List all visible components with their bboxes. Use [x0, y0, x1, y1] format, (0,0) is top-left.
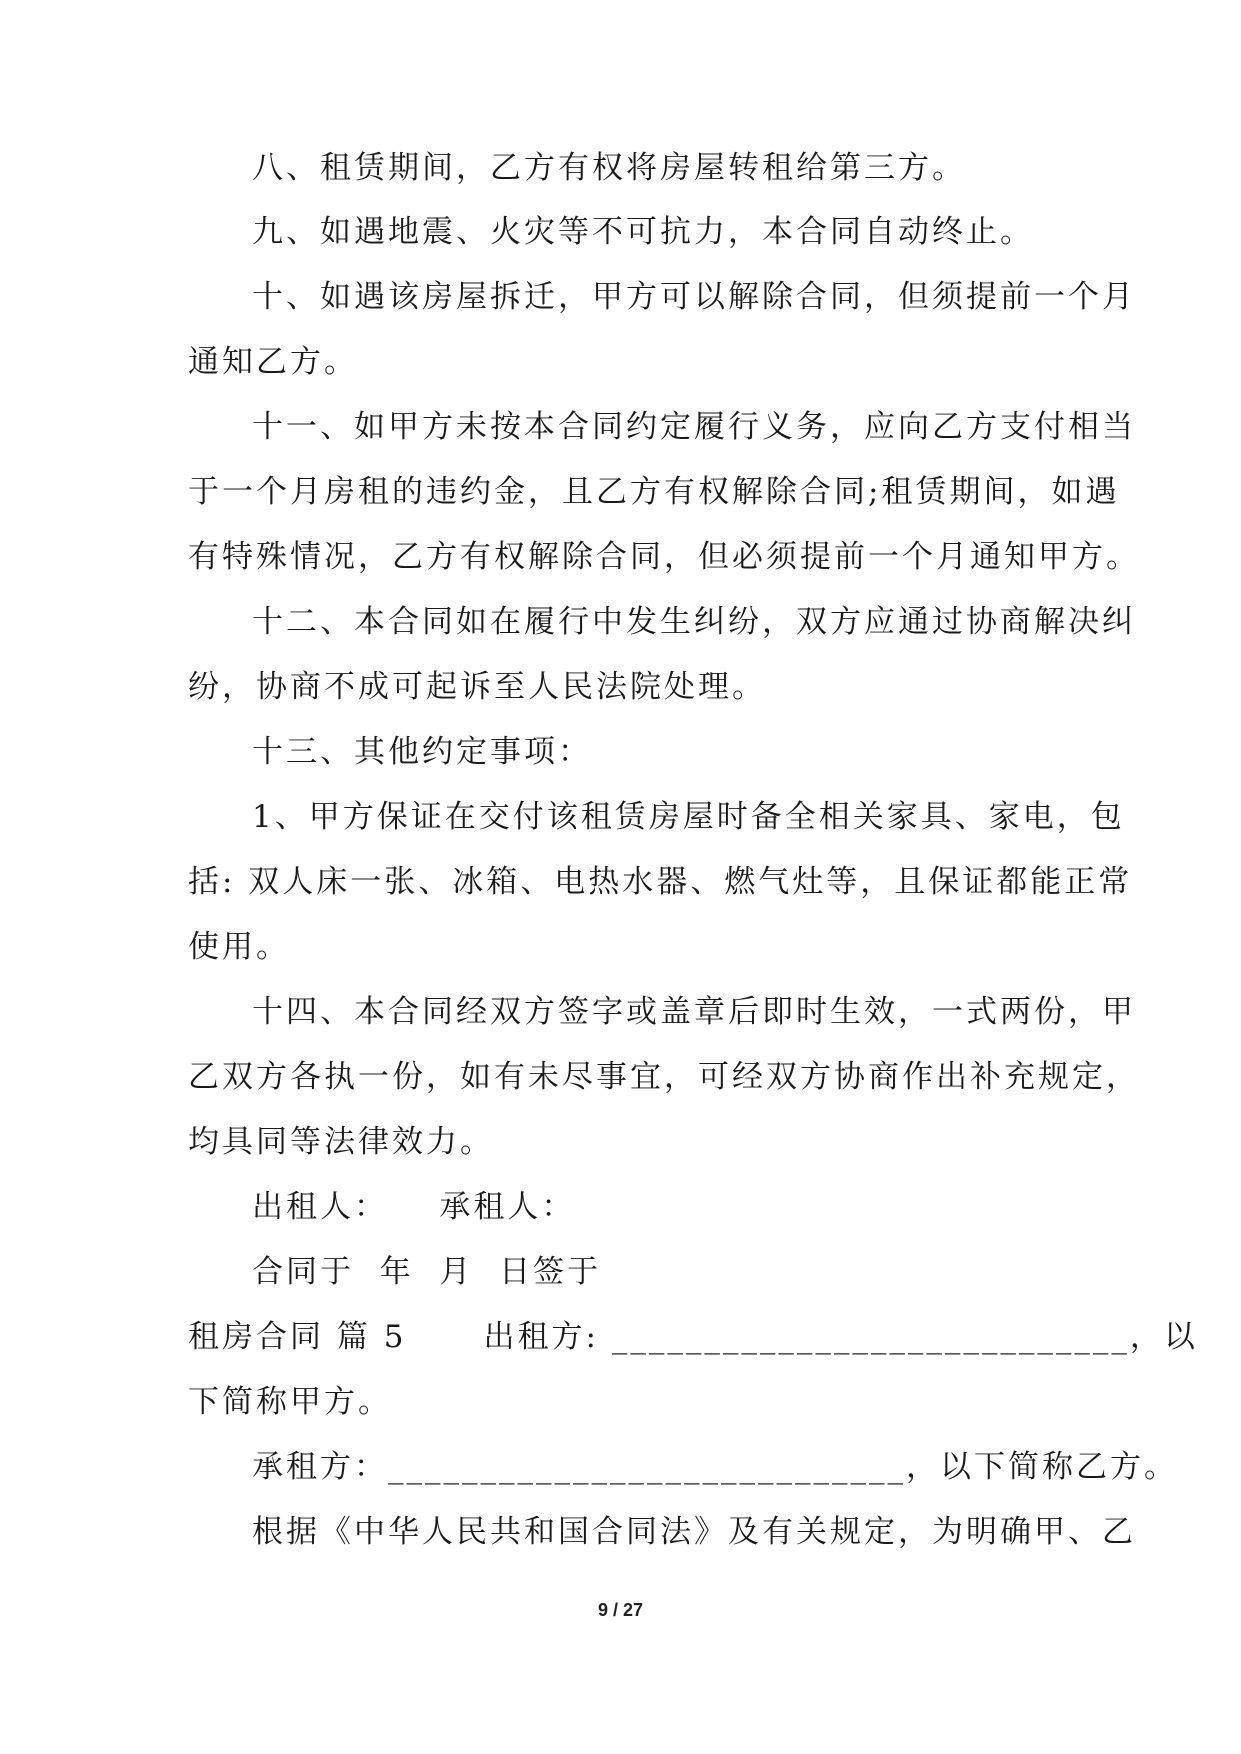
party-b-line: 承租方：____________________________，以下简称乙方。	[252, 1449, 1178, 1485]
clause-11-line-1: 十一、如甲方未按本合同约定履行义务，应向乙方支付相当	[252, 409, 1136, 445]
clause-13-heading: 十三、其他约定事项：	[252, 734, 592, 770]
clause-11-line-3: 有特殊情况，乙方有权解除合同，但必须提前一个月通知甲方。	[188, 539, 1140, 575]
clause-14-line-1: 十四、本合同经双方签字或盖章后即时生效，一式两份，甲	[252, 994, 1136, 1030]
clause-13-item-1-line-3: 使用。	[188, 929, 290, 965]
clause-13-item-1-line-2: 括: 双人床一张、冰箱、电热水器、燃气灶等，且保证都能正常	[188, 864, 1133, 900]
page-number: 9 / 27	[597, 1600, 644, 1620]
signing-date-line: 合同于 年 月 日签于	[252, 1254, 602, 1290]
clause-13-item-1-line-1: 1、甲方保证在交付该租赁房屋时备全相关家具、家电，包	[252, 799, 1125, 835]
preamble-line: 根据《中华人民共和国合同法》及有关规定，为明确甲、乙	[252, 1514, 1136, 1550]
clause-14-line-3: 均具同等法律效力。	[188, 1124, 494, 1160]
clause-9: 九、如遇地震、火灾等不可抗力，本合同自动终止。	[252, 214, 1034, 250]
contract-5-heading-line: 租房合同 篇 5 出租方: ____________________________，以	[188, 1319, 1198, 1355]
clause-14-line-2: 乙双方各执一份，如有未尽事宜，可经双方协商作出补充规定，	[188, 1059, 1140, 1095]
clause-10-line-1: 十、如遇该房屋拆迁，甲方可以解除合同，但须提前一个月	[252, 279, 1136, 315]
party-a-designation: 下简称甲方。	[188, 1384, 392, 1420]
clause-12-line-1: 十二、本合同如在履行中发生纠纷，双方应通过协商解决纠	[252, 604, 1136, 640]
clause-10-line-2: 通知乙方。	[188, 344, 358, 380]
clause-11-line-2: 于一个月房租的违约金，且乙方有权解除合同;租赁期间，如遇	[188, 474, 1120, 510]
clause-8: 八、租赁期间，乙方有权将房屋转租给第三方。	[252, 150, 966, 186]
signatory-labels: 出租人： 承租人：	[252, 1189, 576, 1225]
clause-12-line-2: 纷，协商不成可起诉至人民法院处理。	[188, 669, 766, 705]
